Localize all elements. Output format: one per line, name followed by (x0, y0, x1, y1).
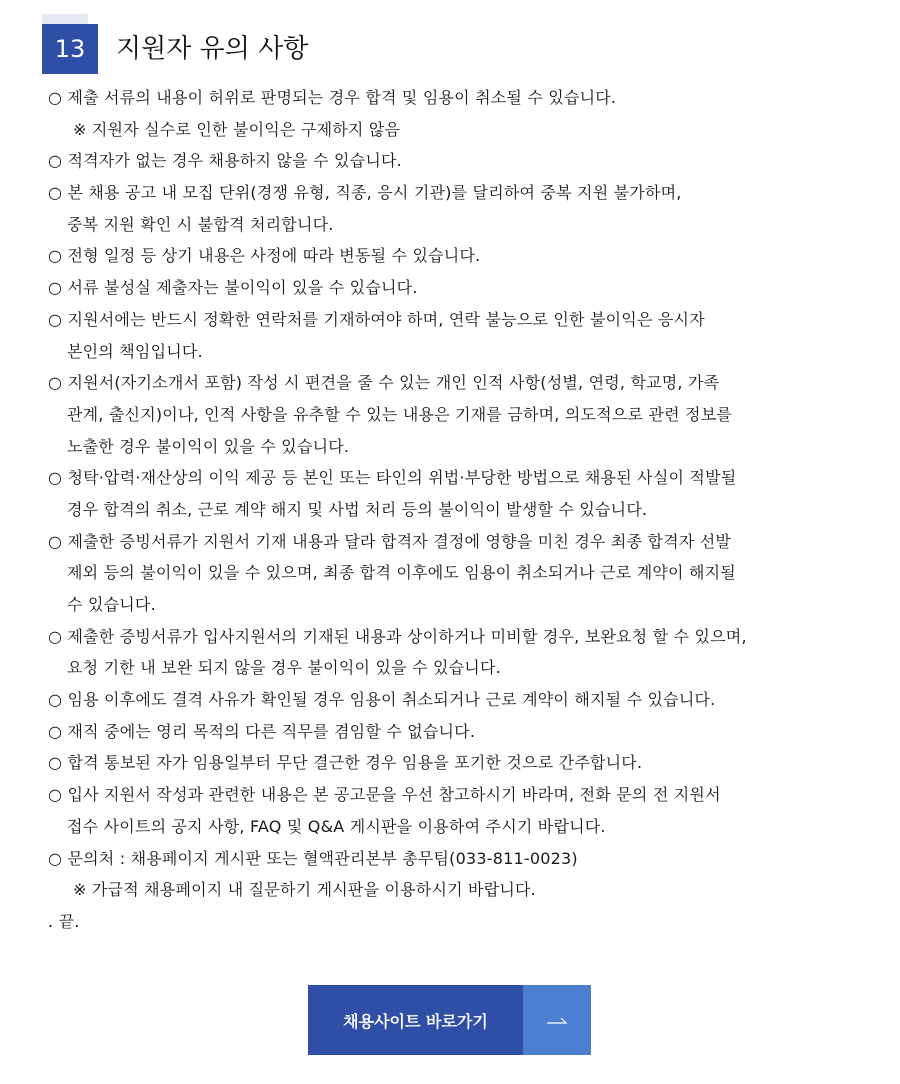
end-mark: . 끝. (48, 911, 80, 931)
notice-line: ○ 서류 불성실 제출자는 불이익이 있을 수 있습니다. (48, 278, 418, 298)
notice-line: ○ 합격 통보된 자가 임용일부터 무단 결근한 경우 임용을 포기한 것으로 간주합니다. (48, 753, 643, 773)
contact-note: ※ 가급적 채용페이지 내 질문하기 게시판을 이용하시기 바랍니다. (73, 880, 536, 900)
notice-line: ○ 제출한 증빙서류가 지원서 기재 내용과 달라 합격자 결정에 영향을 미친 경우 최종 합격자 선발 (48, 531, 732, 551)
notice-line-continued: 본인의 책임입니다. (67, 341, 203, 361)
notice-line-continued: 관계, 출신지)이나, 인적 사항을 유추할 수 있는 내용은 기재를 금하며, 의도적으로 관련 정보를 (67, 404, 733, 424)
section-number: 13 (42, 24, 98, 74)
arrow-right-icon[interactable] (523, 985, 591, 1055)
notice-line-continued: 수 있습니다. (67, 595, 156, 614)
notice-line: ○ 적격자가 없는 경우 채용하지 않을 수 있습니다. (48, 151, 402, 171)
section-header (42, 14, 542, 74)
notice-line: ○ 제출 서류의 내용이 허위로 판명되는 경우 합격 및 임용이 취소될 수 있습니다. (48, 88, 617, 107)
notice-line-continued: 제외 등의 불이익이 있을 수 있으며, 최종 합격 이후에도 임용이 취소되거나 근로 계약이 해지될 (67, 563, 736, 583)
notice-line-continued: 중복 지원 확인 시 불합격 처리합니다. (67, 214, 334, 234)
recruit-site-button[interactable]: 채용사이트 바로가기 (308, 985, 523, 1055)
notice-line-continued: 노출한 경우 불이익이 있을 수 있습니다. (67, 436, 350, 456)
contact-line: ○ 문의처 : 채용페이지 게시판 또는 혈액관리본부 총무팀(033-811-0023) (48, 848, 578, 868)
notice-line: ○ 입사 지원서 작성과 관련한 내용은 본 공고문을 우선 참고하시기 바라며, 전화 문의 전 지원서 (48, 785, 721, 805)
notice-line: ○ 청탁·압력·재산상의 이익 제공 등 본인 또는 타인의 위법·부당한 방법으로 채용된 사실이 적발될 (48, 468, 737, 488)
notice-line-continued: 요청 기한 내 보완 되지 않을 경우 불이익이 있을 수 있습니다. (67, 658, 501, 678)
notice-line: ○ 재직 중에는 영리 목적의 다른 직무를 겸임할 수 없습니다. (48, 721, 476, 741)
recruit-site-link[interactable] (308, 985, 591, 1055)
notice-note: ※ 지원자 실수로 인한 불이익은 구제하지 않음 (73, 119, 401, 139)
notice-line-continued: 경우 합격의 취소, 근로 계약 해지 및 사법 처리 등의 불이익이 발생할 수 있습니다. (67, 499, 648, 519)
notice-line: ○ 임용 이후에도 결격 사유가 확인될 경우 임용이 취소되거나 근로 계약이 해지될 수 있습니다. (48, 690, 716, 710)
notice-line: ○ 본 채용 공고 내 모집 단위(경쟁 유형, 직종, 응시 기관)를 달리하여 중복 지원 불가하며, (48, 183, 682, 203)
notice-list (48, 82, 878, 938)
section-title: 지원자 유의 사항 (116, 34, 309, 64)
notice-line: ○ 지원서(자기소개서 포함) 작성 시 편견을 줄 수 있는 개인 인적 사항(성별, 연령, 학교명, 가족 (48, 373, 720, 393)
notice-line-continued: 접수 사이트의 공지 사항, FAQ 및 Q&A 게시판을 이용하여 주시기 바랍니다. (67, 816, 606, 836)
notice-line: ○ 제출한 증빙서류가 입사지원서의 기재된 내용과 상이하거나 미비할 경우, 보완요청 할 수 있으며, (48, 626, 747, 646)
notice-line: ○ 지원서에는 반드시 정확한 연락처를 기재하여야 하며, 연락 불능으로 인한 불이익은 응시자 (48, 309, 705, 329)
notice-line: ○ 전형 일정 등 상기 내용은 사정에 따라 변동될 수 있습니다. (48, 246, 481, 266)
